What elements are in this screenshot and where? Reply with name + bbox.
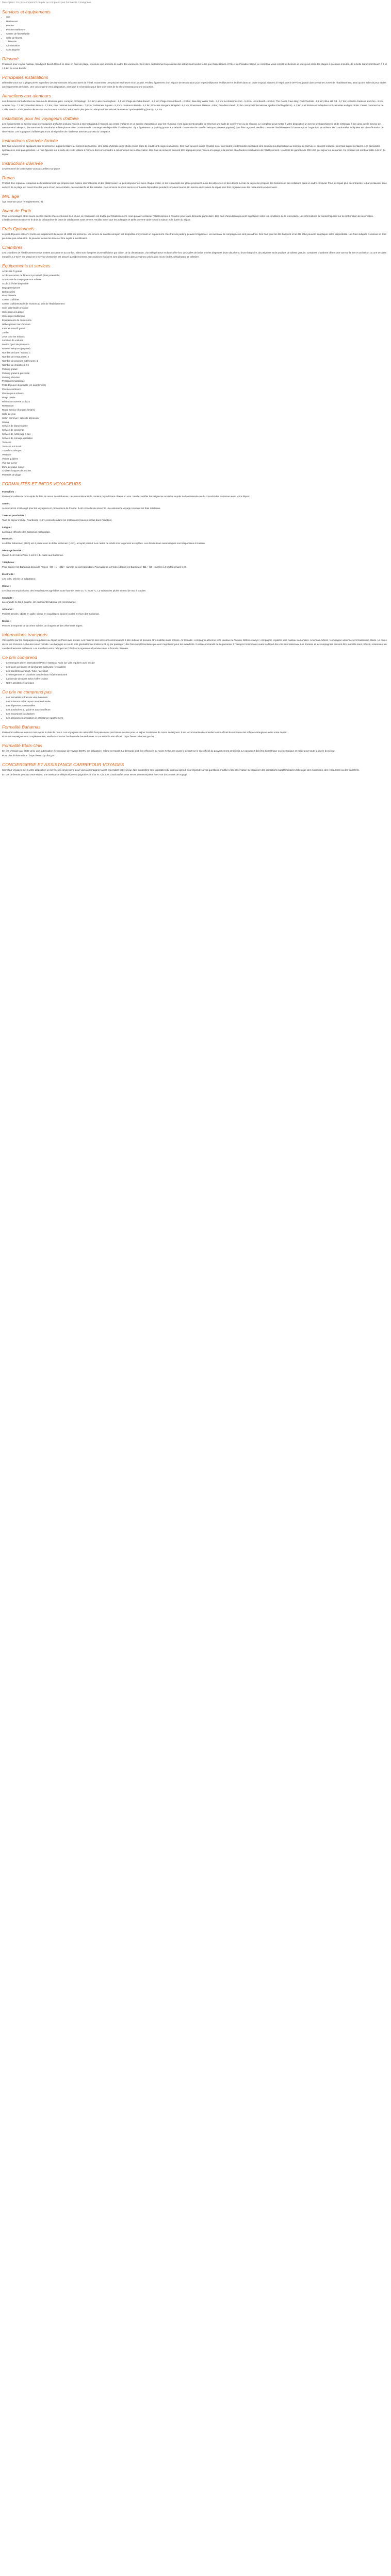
- info-label: [2, 607, 389, 612]
- list-item: Navette aéroport (payante): [2, 347, 30, 350]
- section-instructions-d-arrivee-arrivee: [2, 138, 389, 157]
- section-installation-pour-les-voyageurs-d-affaire: [2, 115, 389, 134]
- list-item: Zone de pique-nique: [2, 465, 24, 468]
- info-text: Paniers tressés, objets en paille, bijoux en coquillages, épices locales et rhum des Bahamas.: [2, 613, 100, 616]
- list-item: • Les assurances annulation et assistance rapatriement: [6, 716, 389, 720]
- info-text: 120 volts, prévoir un adaptateur.: [2, 577, 36, 580]
- section-title: Avant de Partir: [2, 208, 31, 213]
- list-item: Bagagerie/groom: [2, 286, 21, 289]
- list-item: Jeux pour les enfants: [2, 335, 25, 338]
- list-item: Vestiaire: [2, 453, 11, 456]
- section-formalites-et-infos-voyageurs: [2, 481, 389, 628]
- section-title: Repas: [2, 175, 15, 180]
- section-title: Principales installations: [2, 74, 48, 80]
- section-title: Attractions aux alentours: [2, 93, 51, 98]
- list-item: • Conciergerie: [6, 48, 389, 52]
- section-avant-de-partir: [2, 208, 389, 223]
- list-item: Visites guidées: [2, 457, 18, 460]
- list-item: • Notre assistance sur place: [6, 681, 389, 685]
- list-item: • Le transport aérien international Paris / Nassau / Paris sur vols réguliers avec escale: [6, 661, 389, 665]
- content: [2, 9, 389, 777]
- list-item: Petit-déjeuner disponible (en supplément): [2, 384, 46, 387]
- info-text: Taxe de séjour incluse. Pourboires : 15 % conseillés dans les restaurants (souvent inclus dans l'addition).: [2, 518, 112, 521]
- section-title: Instructions d'arrivée Arrivée: [2, 138, 58, 144]
- info-text: Le climat est tropical avec des températures agréables toute l'année, entre 21 °C et 30 °C. La saison des pluies s'étend de mai à octobre.: [2, 589, 146, 592]
- section-title: Informations transports: [2, 632, 47, 637]
- section-title: Min. age: [2, 193, 19, 199]
- list-item: • Restaurant: [6, 20, 389, 24]
- list-item: Parking sécurisé: [2, 376, 20, 379]
- paragraph: Carrefour Voyages met à votre disposition un service de conciergerie pour vous accompagner avant et pendant votre séjour. Nos conseillers sont joignables du lundi au samedi pour répondre à vos questions, modifier votre réservation ou organiser des prestations supplémentaires telles que des excursions, des restaurants ou des transferts.: [2, 769, 360, 772]
- info-label: [2, 596, 389, 600]
- list-item: Accès à l'hôtel disponible: [2, 282, 29, 285]
- info-label: [2, 490, 389, 494]
- paragraph: Pratiquez pour voyeur Nassau, Sandyport Beach Resort se situe en bord de plage, et assure une amenité de cadre des vacances. Il est donc certainement à proximité des attractions locales telles que Cable Beach et l'île et de Paradise Island. Le complexe vous remplit les besoins et vous peut sortir des plages à quelques minutes, de la belle Sandyport Beach à 4 et 1,5 km du Love Beach.: [2, 63, 387, 70]
- list-item: Vue sur la mer: [2, 461, 18, 464]
- paragraph: Profitez d'un repas au restaurant de l'établissement, qui propose une cuisine internationale et des plats locaux. Le petit-déjeuner est servi chaque matin, et les restaurants sur place proposent aussi des déjeuners et des dîners. Le bar de la piscine propose des boissons et des collations dans un cadre convivial. Pour les repas plus décontractés, le bar-restaurant situé au bord de la plage est ouvert tous les jours et sert des cocktails, des sandwichs et des salades. Des services de room service sont aussi disponibles pendant certaines heures. Un service de livraison de repas peut être organisé avec les restaurants environnants.: [2, 181, 387, 189]
- paragraph: Pour tout renseignement complémentaire, veuillez contacter l'ambassade des Bahamas ou consulter le site officiel : https://www.bahamas.gov.bs: [2, 735, 154, 738]
- section-resume: [2, 56, 389, 71]
- list-item: • Salle de fitness: [6, 36, 389, 40]
- paragraph: Les équipements de service pour les voyageurs d'affaires incluent l'accès à Internet gratuit à l'accueil, un centre d'affaires et un service d'assistance pour les réunions. Il est également possible de réserver une salle de conférence ou de réunion. Le complexe peut mettre à votre disposition un service de blanchisserie et de nettoyage à sec ainsi que le service de navette vers l'aéroport, des services de secrétariat et bien plus encore. Le service de concierge est disponible à la réception. Il y a également un parking gratuit à proximité. Un service de transfert aéroport (navette payante) peut être organisé; veuillez contacter l'établissement à l'avance pour l'organiser, en utilisant les coordonnées indiquées sur la confirmation de réservation. Les voyageurs d'affaires pourront ainsi profiter de nombreux services au sein du complexe.: [2, 122, 384, 133]
- list-item: Hébergement non-fumeurs: [2, 323, 30, 326]
- list-item: Location de voitures: [2, 339, 24, 342]
- list-item: Parasols de plage: [2, 473, 21, 477]
- list-item: Service de concierge: [2, 429, 24, 432]
- list-item: • Les formalités et frais de visa éventuels: [6, 696, 389, 700]
- paragraph: Passeport valide au moins 6 mois après la date de retour. Les voyageurs de nationalité française n'ont pas besoin de visa pour un séjour touristique de moins de 90 jours. Il est recommandé de consulter le site officiel du ministère des Affaires étrangères avant votre départ.: [2, 731, 287, 734]
- info-label: [2, 619, 389, 623]
- list-item: Sauna: [2, 420, 9, 423]
- section-ce-prix-ne-comprend-pas: [2, 689, 389, 720]
- info-text: Pour appeler les Bahamas depuis la France : 00 + 1 + 242 + numéro du correspondant. Pour appeler la France depuis les Bahamas : 011 + 33 + numéro à 9 chiffres (sans le 0).: [2, 566, 187, 568]
- section-min-age: [2, 193, 389, 204]
- list-item: Terrasse sur le toit: [2, 445, 22, 448]
- section-instructions-d-arrivee: [2, 160, 389, 171]
- list-item: • L'hébergement en chambre double dans l'hôtel mentionné: [6, 673, 389, 677]
- info-text: Quand il est midi à Paris, il est 6 h du matin aux Bahamas.: [2, 554, 63, 557]
- list-item: • Piscine: [6, 24, 389, 28]
- list-item: Accès Wi-Fi gratuit: [2, 270, 22, 273]
- info-label: [2, 502, 389, 506]
- info-label-text: Conduite :: [2, 596, 14, 599]
- section-conciergerie-et-assistance-carrefour-voyages: [2, 761, 389, 777]
- info-label: [2, 584, 389, 588]
- list-item: Transferts aéroport: [2, 449, 22, 452]
- section-equipements-et-services: [2, 263, 389, 477]
- item-list: [2, 661, 389, 685]
- list-item: Service de ménage quotidien: [2, 437, 33, 440]
- info-label: [2, 537, 389, 541]
- list-item: Barbecue(s): [2, 290, 15, 293]
- list-item: Marina / port de plaisance: [2, 343, 29, 346]
- info-label-text: Téléphone :: [2, 561, 15, 564]
- section-title: Formalité Bahamas: [2, 724, 41, 730]
- info-label-text: Artisanat :: [2, 608, 14, 611]
- section-informations-transports: [2, 632, 389, 651]
- page: [0, 0, 391, 777]
- list-item: Parking gratuit à proximité: [2, 371, 30, 375]
- list-item: Centre d'affaires/salle de réunion au sein de l'établissement: [2, 302, 65, 306]
- info-label: [2, 572, 389, 577]
- section-title: Services et équipements: [2, 9, 51, 14]
- section-formalite-etats-unis: [2, 742, 389, 758]
- section-principales-installations: [2, 74, 389, 89]
- list-item: Salon commun / salle de télévision: [2, 416, 39, 419]
- section-title: FORMALITÉS ET INFOS VOYAGEURS: [2, 481, 82, 487]
- list-item: • Les taxes aériennes et surcharges carburant (révisables): [6, 665, 389, 669]
- section-title: Instructions d'arrivée: [2, 160, 43, 166]
- list-item: Accès au centre de fitness à proximité (frais potentiels): [2, 274, 60, 277]
- paragraph: En cas d'escale aux États-Unis, une autorisation électronique de voyage (ESTA) est obligatoire, même en transit. La demande doit être effectuée au moins 72 heures avant le départ sur le site officiel du gouvernement américain. Le passeport doit être biométrique ou électronique et valide pour toute la durée du séjour.: [2, 750, 335, 753]
- list-item: • Télévision: [6, 40, 389, 44]
- paragraph: Pour plus d'informations : https://esta.cbp.dhs.gov: [2, 754, 55, 757]
- list-item: Admission de compagnie non admise: [2, 278, 42, 281]
- info-label-text: Électricité :: [2, 572, 15, 575]
- info-text: Pensez à emporter de la crème solaire, un chapeau et des vêtements légers.: [2, 624, 83, 628]
- list-item: • Centre de fitness/salle: [6, 32, 389, 36]
- info-label-text: Divers :: [2, 620, 11, 623]
- list-item: Piscine extérieure: [2, 388, 21, 391]
- list-item: Nombre de chambres: 74: [2, 363, 29, 366]
- list-item: • Piscine extérieure: [6, 28, 389, 32]
- list-item: Nombre de bars / salons: 1: [2, 351, 31, 354]
- section-services-et-equipements: [2, 9, 389, 52]
- list-item: Jardin: [2, 331, 9, 334]
- paragraph: Âge minimum pour l'enregistrement: 21: [2, 200, 44, 203]
- section-title: Ce prix ne comprend pas: [2, 689, 52, 695]
- item-list: [2, 15, 389, 52]
- info-text: La conduite se fait à gauche. Un permis international est recommandé.: [2, 601, 77, 604]
- list-item: Nombre de restaurants: 2: [2, 355, 29, 359]
- list-item: Équipements de conférence: [2, 318, 32, 321]
- info-label-text: Langue :: [2, 526, 12, 529]
- info-label: [2, 549, 389, 553]
- info-text: Passeport valide six mois après la date de retour des Bahamas. Les ressortissants de certains pays doivent obtenir un visa. Veuillez vérifier les exigences actuelles auprès de l'ambassade ou du consulat des Bahamas avant votre départ.: [2, 495, 250, 498]
- section-title: Résumé: [2, 56, 19, 62]
- list-item: Internet sans-fil gratuit: [2, 327, 26, 330]
- section-frais-optionnels: [2, 226, 389, 241]
- item-list: [2, 696, 389, 720]
- list-item: Salle de jeux: [2, 412, 16, 415]
- paragraph: Le petit-déjeuner est servi contre un supplément d'environ 15 USD par personne. Un service de navette aéroport est disponible moyennant un supplément. Des frais de parking peuvent s'appliquer. Les animaux de compagnie ne sont pas admis. Des frais pour les lits d'appoint et les lits bébé peuvent s'appliquer selon disponibilité. Les frais indiqués ci-dessus ne sont peut-être pas exhaustifs. Ils peuvent inclure les taxes et être sujets à modification.: [2, 233, 386, 240]
- list-item: Concierge à la plage: [2, 311, 24, 314]
- info-label-text: Santé :: [2, 502, 10, 505]
- list-item: Piscine pour enfants: [2, 392, 24, 395]
- list-item: Terrasse: [2, 441, 11, 444]
- section-repas: [2, 175, 389, 190]
- paragraph: Les distances sont affichées au dixième de kilomètre près. Lucayan Archipelago - 0,1 km; Lake Cunningham - 2,1 km; Plage de Cable Beach - 2,2 km; Plage Caves Beach - 2,3 km; Baie Bay Water Park - 3,4 km; Le Bahamas Zoo - 5,4 km; Love Beach - 6,5 km; The Caves Cave Bay; Fort Charlotte - 5,6 km; Blue Hill Rd - 5,7 km; Ardastra Gardens and Zoo - 6 km; Arawak Cay - 7,1 km; Saunders Beach - 7,3 km; Parc national des Bahamas - 7,4 km; Parliament Square - 8,1 km; Junkanoo Beach - 8,2 km; Princess Margaret Hospital - 8,6 km; Downtown Nassau - 9 km; Paradise Island - 12 km. Aéroport international Lynden Pindling (NAS) - 4,2 km. Les distances indiquées sont calculées en ligne droite. Centre commercial de Cable Beach - 4 km; Marina de Nassau Yacht Haven - 8,8 km; Aéroport le plus proche: Aéroport international de Nassau Lynden Pindling (NAS) - 4,2 km: [2, 99, 384, 111]
- list-item: Chaises longues de piscine: [2, 469, 31, 472]
- section-ce-prix-comprend: [2, 654, 389, 685]
- list-item: Blanchisserie: [2, 294, 17, 297]
- paragraph: Des frais peuvent être appliqués pour le personnel supplémentaire au moment de l'arrivée. Une pièce d'identité avec photo et une carte de crédit sont exigées à l'arrivée. Ces frais peuvent varier. Veuillez noter que toutes les demandes spéciales sont soumises à disponibilité au moment de l'arrivée et peuvent entraîner des frais supplémentaires. Les demandes spéciales ne sont pas garanties. Le nom figurant sur la carte de crédit utilisée à l'arrivée doit correspondre à celui indiqué sur la réservation. Des frais de services peuvent être appliqués pour l'accès à la plage, à la piscine et à d'autres installations de l'établissement. Un dépôt de garantie de 200 USD par séjour est demandé. Ce montant est remboursable à la fin du séjour.: [2, 145, 386, 156]
- info-label: [2, 526, 389, 530]
- paragraph: Pour les messages et les suivis que les clients effectuent avant leur séjour, la réservation est traitée par l'établissement. Vous pouvez contacter l'établissement à l'avance pour toute demande particulière. Des frais d'annulation peuvent s'appliquer selon les conditions de la réservation. Les informations de contact figurent sur la confirmation de réservation. L'établissement se réserve le droit de préautoriser la carte de crédit avant votre arrivée. Veuillez noter que les politiques et tarifs peuvent varier selon la saison et la durée du séjour.: [2, 214, 374, 222]
- doc-header: Description: Ce prix comprend / Ce prix ne comprend pas Formalités Consignées: [2, 2, 91, 4]
- list-item: Centre d'affaires: [2, 298, 20, 301]
- list-item: Réception ouverte 24 h/24: [2, 400, 30, 403]
- section-title: Équipements et services: [2, 263, 51, 268]
- paragraph: Vols opérés par les compagnies régulières au départ de Paris avec escale. Les horaires des vols sont communiqués à titre indicatif et peuvent être modifiés sans préavis. Air Canada : compagnie aérienne vers Nassau via Toronto. British Airways : compagnie régulière vers Nassau via Londres. American Airlines : compagnie aérienne vers Nassau via Miami. La durée de vol est d'environ 14 heures selon l'escale. Les bagages en soute sont généralement limités à 23 kg par passager ; des frais supplémentaires peuvent s'appliquer pour les excédents. Il est recommandé de se présenter à l'aéroport trois heures avant le départ des vols internationaux. Les horaires et les compagnies peuvent être modifiés sans préavis, notamment en cas d'événements extérieurs. Les transferts entre l'aéroport et l'hôtel sont organisés à l'arrivée selon la formule réservée.: [2, 638, 387, 650]
- list-item: • Wifi: [6, 15, 389, 20]
- info-text: Le dollar bahaméen (BSD) est à parité avec le dollar américain (USD), accepté partout. Les cartes de crédit sont largement acceptées. Les distributeurs automatiques sont disponibles à Nassau.: [2, 542, 205, 545]
- paragraph: Détendez-vous sur la plage privée et profitez des nombreuses infrastructures de l'hôtel, notamment une piscine extérieure et un jacuzzi. Profitez également d'un espace de restauration pour le petit-déjeuner, le déjeuner et le dîner dans un cadre tropical. Gardez à l'esprit que le Wi-Fi est gratuit dans certaines zones de l'établissement, ainsi qu'une salle de jeux et des aménagements de loisirs. Une conciergerie est à disposition, ainsi que le nécessaire pour faire une visite de la ville de Nassau ou une excursion.: [2, 81, 386, 88]
- paragraph: Le personnel de la réception vous accueillera sur place.: [2, 167, 61, 170]
- info-label-text: Formalités :: [2, 490, 16, 494]
- list-item: • Les boissons et les repas non mentionnés: [6, 700, 389, 704]
- list-item: Plage privée: [2, 396, 15, 399]
- list-item: • Climatisation: [6, 44, 389, 48]
- info-text: Aucun vaccin n'est exigé pour les voyageurs en provenance de France. Il est conseillé de souscrire une assurance voyage couvrant les frais médicaux.: [2, 506, 161, 510]
- info-text: La langue officielle des Bahamas est l'anglais.: [2, 530, 51, 533]
- info-label: [2, 561, 389, 565]
- section-title: CONCIERGERIE ET ASSISTANCE CARREFOUR VOYAGES: [2, 762, 124, 768]
- info-label-text: Monnaie :: [2, 537, 13, 540]
- item-list: [2, 269, 389, 477]
- section-title: Installation pour les voyageurs d'affaire: [2, 115, 79, 121]
- list-item: Room service (horaires limités): [2, 408, 35, 411]
- info-label-text: Taxes et pourboires :: [2, 514, 26, 517]
- section-chambres: [2, 244, 389, 259]
- section-title: Formalité Etats-Unis: [2, 743, 42, 749]
- info-label-text: Décalage horaire :: [2, 549, 23, 552]
- list-item: Parking gratuit: [2, 367, 18, 370]
- paragraph: Les chambres de l'établissement vous invitent au calme et au confort. Elles sont équipées d'une télévision par câble, de la climatisation, d'un réfrigérateur et d'un coffre-fort. Les salles de bains privées disposent d'une douche ou d'une baignoire, de peignoirs et de produits de toilette gratuits. Certaines chambres offrent une vue sur la mer et un balcon ou une terrasse meublée. Le Wi-Fi est gratuit et le service d'entretien est assuré quotidiennement. Des cuisines équipées sont disponibles dans certaines unités avec micro-ondes, réfrigérateur et cafetière.: [2, 251, 387, 259]
- list-item: Restaurant: [2, 404, 14, 407]
- section-attractions-aux-alentours: [2, 93, 389, 112]
- info-label-text: Climat :: [2, 584, 11, 587]
- list-item: • Les excursions facultatives: [6, 712, 389, 716]
- list-item: Concierge multilingue: [2, 314, 25, 317]
- list-item: Nombre de piscines extérieures: 1: [2, 359, 38, 362]
- section-formalite-bahamas: [2, 724, 389, 739]
- section-title: Frais Optionnels: [2, 226, 35, 232]
- list-item: Service de nettoyage à sec: [2, 433, 31, 436]
- list-item: • La formule de repas selon l'offre choisie: [6, 677, 389, 681]
- section-title: Chambres: [2, 245, 23, 250]
- list-item: Service de blanchisserie: [2, 425, 28, 428]
- list-item: • Les dépenses personnelles: [6, 704, 389, 708]
- list-item: Coin salon/salle privative: [2, 307, 28, 310]
- list-item: Personnel multilingue: [2, 380, 25, 383]
- info-label: [2, 514, 389, 518]
- paragraph: En cas de besoin pendant votre séjour, une assistance téléphonique est joignable 24 h/24 et 7 j/7. Les coordonnées vous seront communiquées avec vos documents de voyage.: [2, 773, 188, 776]
- list-item: • Les transferts aéroport / hôtel / aéroport: [6, 669, 389, 673]
- list-item: • Les pourboires au guide et aux chauffeurs: [6, 708, 389, 712]
- section-title: Ce prix comprend: [2, 654, 37, 660]
